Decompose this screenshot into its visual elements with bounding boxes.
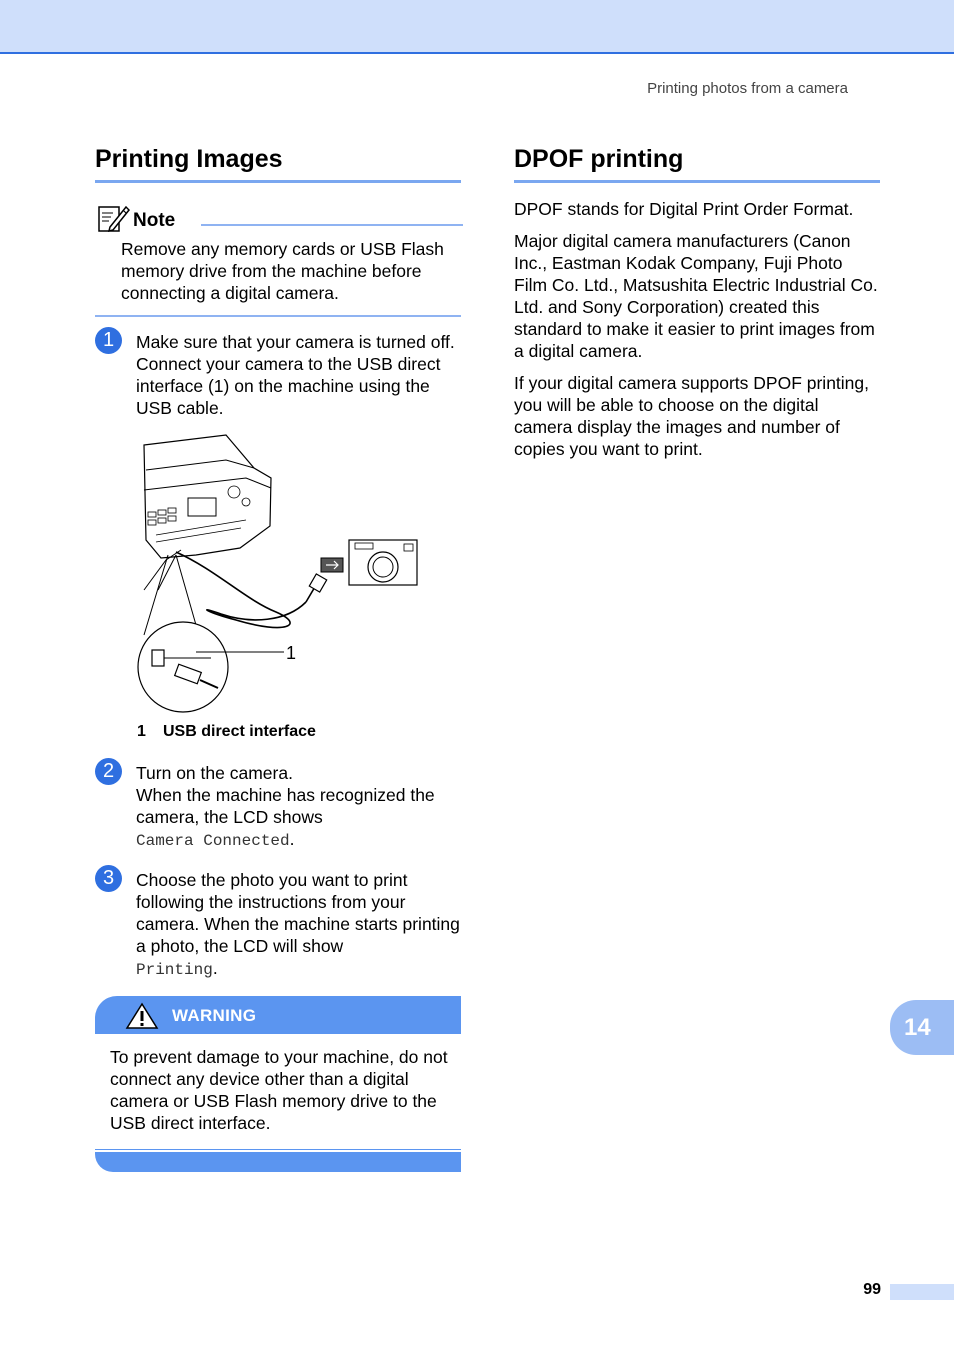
note-text: Remove any memory cards or USB Flash memory drive from the machine before connecting a digital camera. — [121, 239, 444, 303]
step-text-line: When the machine has recognized the camera, the LCD shows — [136, 785, 435, 827]
warning-rule — [95, 1149, 461, 1150]
warning-triangle-icon — [125, 1002, 159, 1030]
warning-header — [95, 996, 461, 1034]
step-number: 3 — [95, 865, 122, 892]
note-pencil-icon — [97, 202, 131, 234]
step-text-line: Turn on the camera. — [136, 763, 293, 783]
note-label: Note — [133, 210, 176, 231]
section-title-dpof-printing: DPOF printing — [514, 145, 880, 183]
section-title-printing-images: Printing Images — [95, 145, 461, 183]
page-number-bar — [890, 1284, 954, 1300]
warning-text: To prevent damage to your machine, do not connect any device other than a digital camera or USB Flash memory drive to the USB direct interface. — [110, 1047, 448, 1133]
caption-text: USB direct interface — [163, 723, 316, 740]
usb-connection-illustration — [136, 430, 426, 715]
step-number: 2 — [95, 758, 122, 785]
step-text — [136, 869, 462, 981]
step-text-end: . — [212, 958, 218, 978]
dpof-paragraph-3: If your digital camera supports DPOF printing, you will be able to choose on the digital camera display the images and number of copies you want to print. — [514, 373, 870, 459]
top-band — [0, 0, 954, 54]
figure-callout-number: 1 — [286, 643, 297, 663]
dpof-paragraph-1: DPOF stands for Digital Print Order Format. — [514, 199, 854, 219]
note-box — [95, 202, 461, 317]
running-head: Printing photos from a camera — [647, 80, 848, 97]
note-header — [97, 202, 461, 234]
note-rule — [201, 224, 463, 226]
warning-footer-band — [95, 1152, 461, 1172]
page-number: 99 — [863, 1281, 881, 1298]
step-text-line: Choose the photo you want to print following the instructions from your camera. When the machine starts printing a photo, the LCD will show — [136, 870, 460, 956]
lcd-message: Camera Connected — [136, 832, 290, 850]
step-text-end: . — [289, 829, 295, 849]
step-text: Make sure that your camera is turned off. Connect your camera to the USB direct interface (1) on the machine using the USB cable. — [136, 332, 455, 418]
lcd-message: Printing — [136, 961, 213, 979]
chapter-tab: 14 — [890, 1000, 954, 1055]
dpof-paragraph-2: Major digital camera manufacturers (Canon Inc., Eastman Kodak Company, Fuji Photo Film Co. Ltd., Matsushita Electric Industrial Co. Ltd. and Sony Corporation) created this standard to make it easier to print images from a digital camera. — [514, 231, 878, 361]
figure-caption — [137, 723, 316, 741]
usb-connection-drawing — [136, 430, 426, 715]
step-number: 1 — [95, 327, 122, 354]
warning-box — [95, 996, 461, 1172]
warning-label: WARNING — [172, 1006, 257, 1025]
step-text — [136, 762, 462, 852]
caption-number: 1 — [137, 723, 146, 740]
